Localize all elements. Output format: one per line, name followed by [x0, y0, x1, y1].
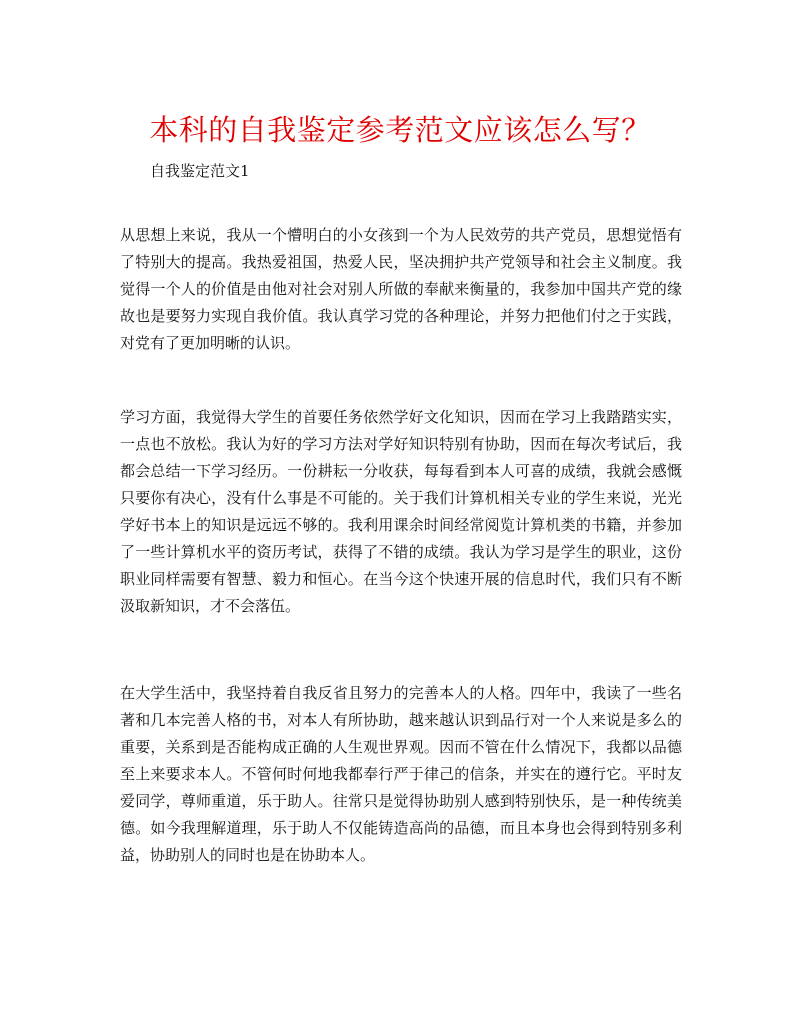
paragraph-character: 在大学生活中，我坚持着自我反省且努力的完善本人的人格。四年中，我读了一些名著和几本完善人格的书，对本人有所协助，越来越认识到品行对一个人来说是多么的重要，关系到是否能构成正确的人生观世界观。因而不管在什么情况下，我都以品德至上来要求本人。不管何时何地我都奉行严于律己的信条，并实在的遵行它。平时友爱同学，尊师重道，乐于助人。往常只是觉得协助别人感到特别快乐，是一种传统美德。如今我理解道理，乐于助人不仅能铸造高尚的品德，而且本身也会得到特别多利益，协助别人的同时也是在协助本人。: [120, 684, 682, 864]
paragraph-ideology: 从思想上来说，我从一个懵明白的小女孩到一个为人民效劳的共产党员，思想觉悟有了特别大的提高。我热爱祖国，热爱人民，坚决拥护共产党领导和社会主义制度。我觉得一个人的价值是由他对社会对别人所做的奉献来衡量的，我参加中国共产党的缘故也是要努力实现自我价值。我认真学习党的各种理论，并努力把他们付之于实践，对党有了更加明晰的认识。: [120, 226, 682, 352]
section-subtitle: 自我鉴定范文1: [150, 162, 250, 180]
page-title: 本科的自我鉴定参考范文应该怎么写？: [149, 113, 651, 147]
paragraph-study: 学习方面，我觉得大学生的首要任务依然学好文化知识，因而在学习上我踏踏实实，一点也不放松。我认为好的学习方法对学好知识特别有协助，因而在每次考试后，我都会总结一下学习经历。一份耕耘一分收获，每每看到本人可喜的成绩，我就会感慨只要你有决心，没有什么事是不可能的。关于我们计算机相关专业的学生来说，光光学好书本上的知识是远远不够的。我利用课余时间经常阅览计算机类的书籍，并参加了一些计算机水平的资历考试，获得了不错的成绩。我认为学习是学生的职业，这份职业同样需要有智慧、毅力和恒心。在当今这个快速开展的信息时代，我们只有不断汲取新知识，才不会落伍。: [120, 408, 682, 615]
